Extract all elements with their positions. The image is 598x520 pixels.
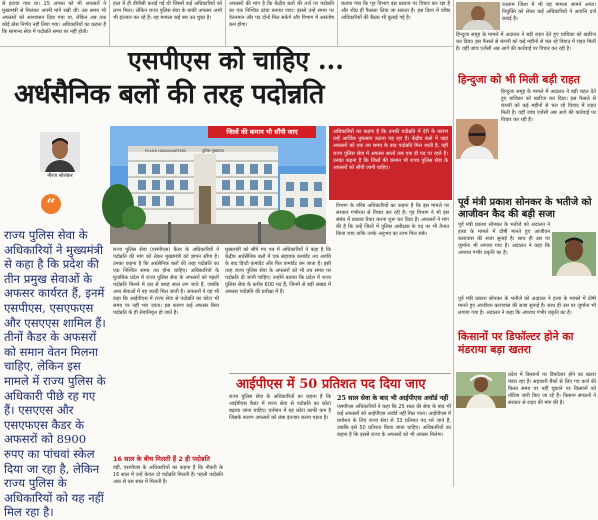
sidebar-body-2-cont: पूर्व मंत्री प्रकाश सोनकर के भतीजे को अदालत ने हत्या के मामले में दोषी मानते हुए आजीवन कारावास की सजा सुनाई है। साथ ही उस पर जुर्माना भी लगाया गया है। अदालत ने कहा कि अपराध गंभीर प्रकृति का है। [458,296,596,316]
body-column: राज्य पुलिस सेवा (एसपीएस) कैडर के अधिकारियों ने पदोन्नति की मांग को लेकर मुख्यमंत्री को ज्ञापन सौंपा है। उनका कहना है कि अर्धसैनिक बलों की तरह पदोन्नति का एक निश्चित समय तय होना चाहिए। अधिकारियों के मुताबिक प्रदेश में राज्य पुलिस सेवा के अफसरों को पहली पदोन्नति मिलने में दस से बारह साल लग जाते हैं, जबकि अन्य सेवाओं में यह जल्दी मिल जाती है। अफसरों ने यह भी कहा कि आईपीएस में राज्य सेवा से पदोन्नति का कोटा भी समय पर नहीं भरा जाता। इस कारण कई अफसर बिना पदोन्नति के ही सेवानिवृत्त हो जाते हैं। [113,247,219,316]
center-left-body: राज्य पुलिस सेवा के अधिकारियों का कहना है कि आईपीएस कैडर में राज्य सेवा से पदोन्नति का कोटा बढ़ाया जाना चाहिए। वर्तमान में यह कोटा काफी कम है जिसके कारण अफसरों को लंबा इंतजार करना पड़ता है। [229,394,331,421]
center-sub-body: एसपीएस अधिकारियों ने कहा कि 25 साल की सेवा के बाद भी कई अफसरों को आईपीएस अवॉर्ड नहीं मिल पाता। आईपीएस में प्रमोशन के लिए राज्य सेवा से 33 प्रतिशत पद भरे जाते हैं, जबकि इसे 50 प्रतिशत किया जाना चाहिए। अधिकारियों का कहना है कि इससे राज्य के अफसरों को भी अवसर मिलेगा। [337,404,451,438]
top-strip-column: से हटाया गया था। 15 अगस्त को भी अफसरों ने मुख्यमंत्री से मिलकर अपनी मांगें रखी थीं। उस समय भी अफसरों को आश्वासन दिया गया था, लेकिन अब तक कोई ठोस निर्णय नहीं लिया गया। अधिकारियों का कहना है कि सामान्य सेवा में पदोन्नति समय पर नहीं होती। [2,1,106,35]
building-sign-hindi: पुलिस मुख्यालय [202,148,224,153]
sidebar-body-3: प्रदेश में किसानों पर डिफॉल्टर होने का खतरा मंडरा रहा है। सहकारी बैंकों से लिए गए कर्ज की किस्त समय पर नहीं चुकाने पर किसानों को नोटिस जारी किए जा रहे हैं। किसान संगठनों ने सरकार से राहत की मांग की है। [508,372,596,406]
highlight-box [329,126,452,200]
column-rule [337,0,338,46]
center-sub-headline: 25 साल सेवा के बाद भी आईपीएस अवॉर्ड नहीं [337,394,449,402]
body-column: विभाग के वरिष्ठ अधिकारियों का कहना है कि इस मामले पर सरकार गंभीरता से विचार कर रही है। गृह विभाग ने भी इस संबंध में प्रस्ताव तैयार करना शुरू कर दिया है। अफसरों ने मांग की है कि उन्हें जिलों में पुलिस अधीक्षक के पद पर भी तैनात किया जाए ताकि उनके अनुभव का लाभ मिल सके। [336,203,449,237]
column-rule [109,0,110,46]
pullquote: राज्य पुलिस सेवा के अधिकारियों ने मुख्यमंत्री से कहा है कि प्रदेश की तीन प्रमुख सेवाओं के अफसर कार्यरत हैं, इनमें एसपीएस, एसएफएस और एसएएस शामिल हैं। तीनों कैडर के अफसरों को समान वेतन मिलना चाहिए, लेकिन इस मामले में राज्य पुलिस के अधिकारी पीछे रह गए हैं। एसएएस और एसएफएस कैडर के अफसरों को 8900 रुपए का पांचवां स्केल दिया जा रहा है, लेकिन राज्य पुलिस के अधिकारियों को यह नहीं मिल रहा है। [4,228,106,520]
column-rule [225,0,226,46]
byline-photo [40,132,80,172]
sidebar-body-1: हिन्दुजा समूह के मामले में अदालत ने बड़ी राहत देते हुए याचिका को खारिज कर दिया। इस फैसले से कंपनी को कई महीनों से चल रहे विवाद में राहत मिली है। वहीं जांच एजेंसी अब आगे की कार्रवाई पर विचार कर रही है। [501,89,596,123]
sidebar-body-2: पूर्व मंत्री प्रकाश सोनकर के भतीजे को अदालत ने हत्या के मामले में दोषी मानते हुए आजीवन कारावास की सजा सुनाई है। साथ ही उस पर जुर्माना भी लगाया गया है। अदालत ने कहा कि अपराध गंभीर प्रकृति का है। [458,222,550,256]
sub-headline-center: आईपीएस में 50 प्रतिशत पद दिया जाए [236,377,426,392]
sidebar-photo-1 [456,119,498,159]
column-rule [453,0,454,487]
building-sign: POLICE HEADQUARTERS [145,149,187,153]
sidebar-photo-2 [552,232,596,276]
sidebar-photo-top [456,2,500,30]
photo-caption-tag: जिलों की कमान भी सौंपी जाए [208,126,316,138]
sidebar-filler: हिन्दुजा समूह के मामले में अदालत ने बड़ी राहत देते हुए याचिका को खारिज कर दिया। इस फैसले से कंपनी को कई महीनों से चल रहे विवाद में राहत मिली है। वहीं जांच एजेंसी अब आगे की कार्रवाई पर विचार कर रही है। [456,32,596,52]
section-rule [229,373,451,374]
sidebar-headline-3: किसानों पर डिफॉल्टर होने का मंडराया बड़ा खतरा [458,330,574,356]
sidebar-top-text-cont [456,32,596,72]
headline-line-1: एसपीएस को चाहिए ... [128,46,344,75]
body-column: मुख्यमंत्री को सौंपे गए पत्र में अधिकारियों ने कहा है कि केंद्रीय अर्धसैनिक बलों में एक सहायक कमांडेंट तय अवधि के बाद डिप्टी कमांडेंट और फिर कमांडेंट बन जाता है। इसी तरह राज्य पुलिस सेवा के अफसरों को भी तय समय पर पदोन्नति दी जानी चाहिए। उन्होंने बताया कि प्रदेश में राज्य पुलिस सेवा के करीब 600 पद हैं, जिनमें से बड़ी संख्या में अफसर पदोन्नति की प्रतीक्षा में हैं। [225,247,331,295]
top-strip-column: अफसरों की मांग है कि केंद्रीय बलों की तर्ज पर पदोन्नति का एक निश्चित ढांचा बनाया जाए। इससे उन्हें समय पर वेतनमान और पद दोनों मिल सकेंगे और विभाग में असंतोष कम होगा। [229,1,334,28]
sub-left-body: वहीं, एसपीएस के अधिकारियों का कहना है कि नौकरी के 16 साल में उन्हें केवल दो पदोन्नति मिलती हैं। पहली पदोन्नति आठ से दस साल में मिलती है। [113,465,223,485]
sidebar-top-text: रतलाम जिला में भी यह मामला सामने आया। नियुक्ति को लेकर कई अधिकारियों ने आपत्ति दर्ज कराई है। [502,2,596,22]
highlight-box-text: अधिकारियों का कहना है कि उनकी पदोन्नति में देरी के कारण उन्हें आर्थिक नुकसान उठाना पड़ रहा है। केंद्रीय बलों में जहां अफसरों को एक तय समय के बाद पदोन्नति मिल जाती है, वहीं राज्य पुलिस सेवा में अफसर सालों तक एक ही पद पर रहते हैं। उनका कहना है कि जिलों की कमान भी राज्य पुलिस सेवा के अफसरों को सौंपी जानी चाहिए। [333,129,448,172]
sidebar-headline-1: हिन्दुजा को भी मिली बड़ी राहत [458,73,580,86]
top-strip-column: हाल में ही डीपीसी कराई गई थी जिसमें कई अधिकारियों को लाभ मिला। लेकिन राज्य पुलिस सेवा के बाकी अफसर अभी भी इंतजार कर रहे हैं। यह मामला कई बार उठ चुका है। [113,1,222,21]
sidebar-headline-2: पूर्व मंत्री प्रकाश सोनकर के भतीजे को आजीवन कैद की बड़ी सजा [458,197,592,220]
svg-text:“: “ [46,195,56,214]
sub-headline-left: 16 साल के बीच मिलती हैं 2 ही पदोन्नति [113,455,210,463]
sidebar-photo-3 [456,372,506,408]
byline-name: नीरज सोलंकर [47,173,73,179]
top-strip-column: बताया गया कि गृह विभाग इस प्रस्ताव पर विचार कर रहा है और शीघ्र ही फैसला लिया जा सकता है। इस दिशा में वरिष्ठ अधिकारियों की बैठक भी बुलाई गई है। [341,1,450,21]
headline-line-2: अर्धसैनिक बलों की तरह पदोन्नति [14,79,324,110]
quote-mark-icon [40,193,62,215]
building-photo [110,126,326,244]
